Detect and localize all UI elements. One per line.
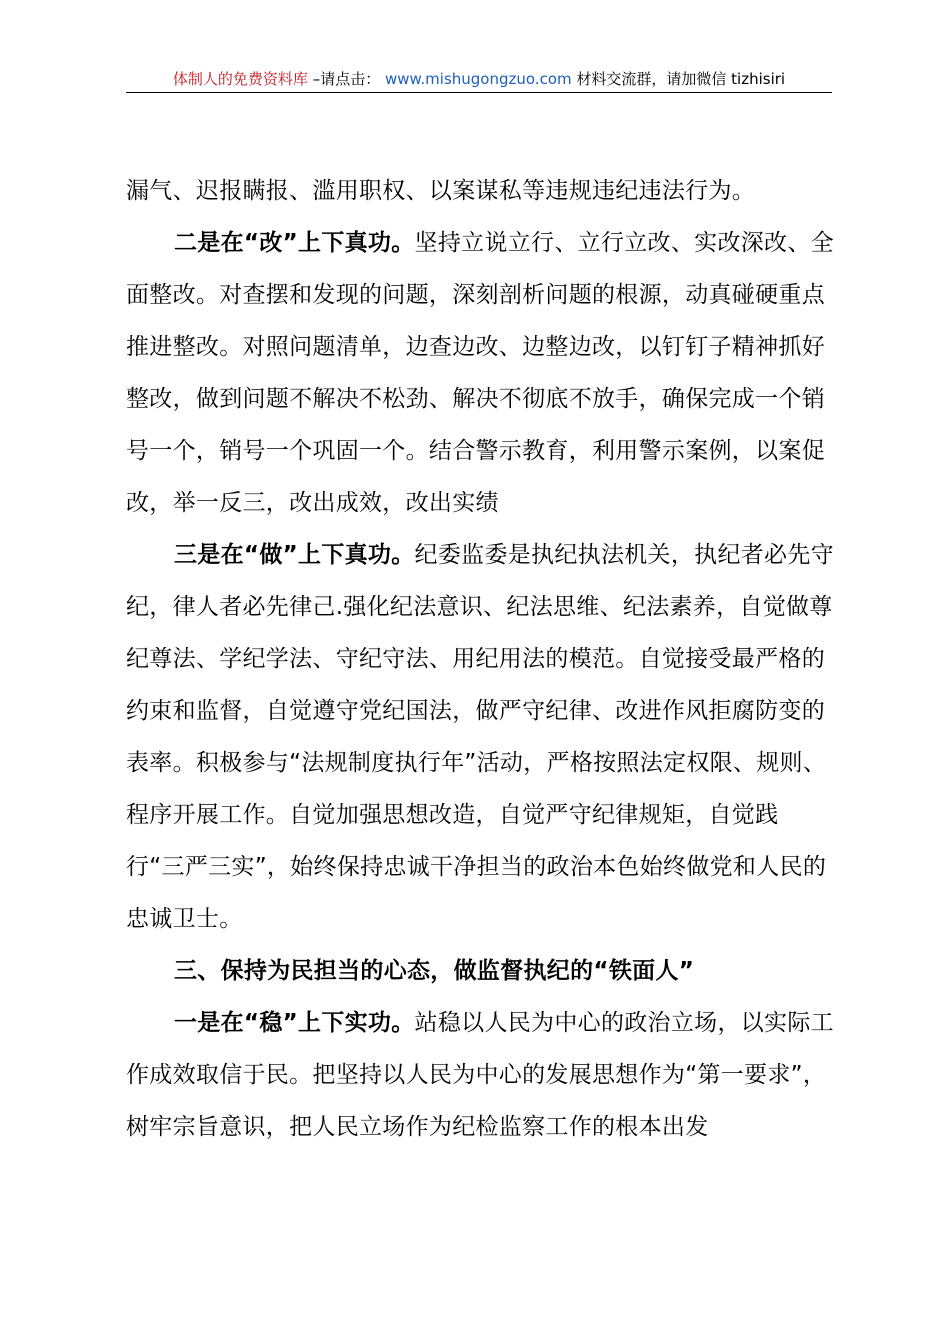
section-heading [126, 945, 836, 997]
paragraph-lead: 一是在“稳”上下实功。 [174, 1010, 415, 1036]
paragraph-text: 纪委监委是执纪执法机关，执纪者必先守纪，律人者必先律己.强化纪法意识、纪法思维、纪法素养，自觉做尊纪尊法、学纪学法、守纪守法、用纪用法的模范。自觉接受最严格的约束和监督，自觉遵守党纪国法，做严守纪律、改进作风拒腐防变的表率。积极参与“法规制度执行年”活动，严格按照法定权限、规则、程序开展工作。自觉加强思想改造，自觉严守纪律规矩，自觉践行“三严三实”，始终保持忠诚干净担当的政治本色始终做党和人民的忠诚卫士。 [126, 542, 834, 932]
paragraph-lead: 三是在“做”上下真功。 [174, 542, 415, 568]
header-prompt: –请点击： [312, 70, 381, 88]
paragraph-1 [126, 165, 836, 217]
section-heading-text: 三、保持为民担当的心态，做监督执纪的“铁面人” [174, 958, 695, 984]
header-suffix: 材料交流群，请加微信 tizhisiri [576, 70, 786, 88]
document-body [126, 165, 836, 1153]
header-divider [126, 92, 832, 93]
header-link[interactable]: www.mishugongzuo.com [384, 70, 572, 88]
paragraph-text: 坚持立说立行、立行立改、实改深改、全面整改。对查摆和发现的问题，深刻剖析问题的根源，动真碰硬重点推进整改。对照问题清单，边查边改、边整边改，以钉钉子精神抓好整改，做到问题不解决不松劲、解决不彻底不放手，确保完成一个销号一个，销号一个巩固一个。结合警示教育，利用警示案例，以案促改，举一反三，改出成效，改出实绩 [126, 230, 834, 516]
paragraph-text: 站稳以人民为中心的政治立场，以实际工作成效取信于民。把坚持以人民为中心的发展思想作为“第一要求”，树牢宗旨意识，把人民立场作为纪检监察工作的根本出发 [126, 1010, 834, 1140]
paragraph-text: 漏气、迟报瞒报、滥用职权、以案谋私等违规违纪违法行为。 [126, 178, 756, 204]
paragraph-3 [126, 529, 836, 945]
header-brand: 体制人的免费资料库 [172, 70, 308, 88]
paragraph-5 [126, 997, 836, 1153]
paragraph-lead: 二是在“改”上下真功。 [174, 230, 415, 256]
paragraph-2 [126, 217, 836, 529]
page-header [126, 68, 832, 90]
